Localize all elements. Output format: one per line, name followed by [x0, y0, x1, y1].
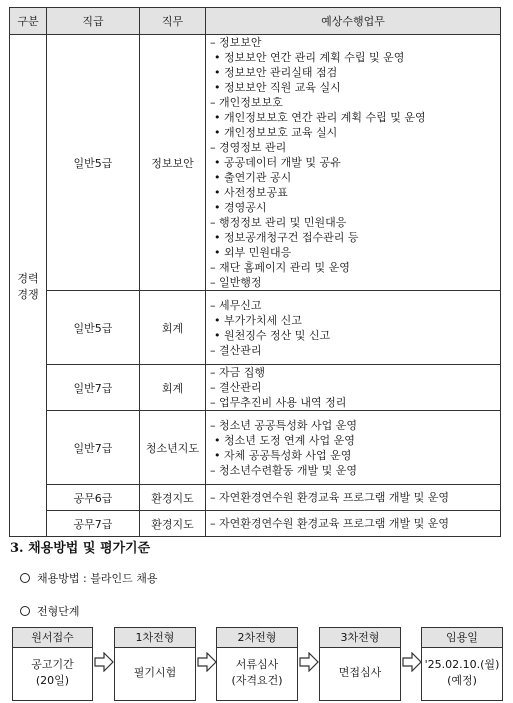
bullet-text: 전형단계 [37, 605, 80, 618]
right-arrow-icon [402, 652, 422, 672]
table-row [10, 411, 501, 485]
duty-line: • 공공데이터 개발 및 공유 [214, 156, 341, 169]
duty-line: • 사전정보공표 [214, 186, 288, 199]
category-cell [10, 35, 47, 537]
step-header: 원서접수 [12, 627, 93, 648]
duty-line: – 경영정보 관리 [210, 141, 287, 154]
duty-line: – 자연환경연수원 환경교육 프로그램 개발 및 운영 [210, 517, 449, 530]
step-body-text: '25.02.10.(월) [424, 658, 500, 671]
header-job: 직무 [140, 8, 206, 35]
table-row [10, 511, 501, 537]
header-category: 구분 [10, 8, 47, 35]
step-header: 3차전형 [319, 627, 401, 648]
duty-line: – 세무신고 [210, 298, 262, 312]
duty-line: – 개인정보보호 [210, 96, 283, 109]
duties-cell [206, 511, 501, 537]
step-body-text: (자격요건) [231, 674, 283, 687]
duties-cell [206, 485, 501, 511]
table-body [10, 35, 501, 537]
step-body-text: 면접심사 [338, 666, 382, 679]
duty-line: – 결산관리 [210, 381, 262, 394]
grade-cell: 공무6급 [47, 485, 140, 511]
duty-line: – 자금 집행 [210, 366, 265, 379]
duty-line: – 일반행정 [210, 276, 262, 289]
grade-cell: 일반5급 [47, 291, 140, 365]
step-header: 1차전형 [114, 627, 196, 648]
duties-cell [206, 365, 501, 411]
duty-line: – 정보보안 [210, 36, 262, 49]
duty-line: • 경영공시 [214, 201, 267, 214]
duty-line: • 청소년 도정 연계 사업 운영 [214, 433, 355, 447]
step-header: 2차전형 [216, 627, 298, 648]
bullet-text: 채용방법 : 블라인드 채용 [37, 572, 158, 585]
table-row [10, 35, 501, 291]
header-duties: 예상수행업무 [206, 8, 501, 35]
step-body [216, 646, 298, 701]
duty-line: – 재단 홈페이지 관리 및 운영 [210, 261, 350, 274]
grade-cell: 일반5급 [47, 35, 140, 291]
duty-line: – 행정정보 관리 및 민원대응 [210, 216, 347, 229]
step-body [319, 646, 401, 701]
step-header: 임용일 [421, 627, 503, 648]
step-body-text: 공고기간 [31, 658, 74, 671]
category-text: 경력 [17, 271, 39, 285]
step-body-text: 필기시험 [133, 666, 177, 679]
circle-bullet-icon [20, 573, 30, 583]
circle-bullet-icon [20, 606, 30, 616]
step-body-text: (예정) [447, 674, 477, 687]
duty-line: • 정보보안 관리실태 점검 [214, 66, 338, 79]
duty-line: – 청소년 공공특성화 사업 운영 [210, 418, 357, 432]
table-header-row [10, 8, 501, 35]
job-cell: 회계 [140, 365, 206, 411]
job-cell: 회계 [140, 291, 206, 365]
duty-line: – 결산관리 [210, 343, 262, 357]
duty-line: • 출연기관 공시 [214, 171, 292, 184]
bullet-recruitment-method [20, 570, 157, 586]
duty-line: • 정보공개청구건 접수관리 등 [214, 231, 359, 244]
duty-line: • 개인정보보호 연간 관리 계획 수립 및 운영 [214, 111, 426, 124]
duty-line: • 외부 민원대응 [214, 246, 292, 259]
duties-cell [206, 35, 501, 291]
job-cell: 환경지도 [140, 485, 206, 511]
step-body [12, 646, 93, 701]
duties-cell [206, 291, 501, 365]
grade-cell: 일반7급 [47, 365, 140, 411]
step-body [114, 646, 196, 701]
table-row [10, 365, 501, 411]
duty-line: • 정보보안 연간 관리 계획 수립 및 운영 [214, 51, 405, 64]
job-cell: 환경지도 [140, 511, 206, 537]
job-cell: 정보보안 [140, 35, 206, 291]
duty-line: – 업무추진비 사용 내역 정리 [210, 396, 347, 409]
section-title: 3. 채용방법 및 평가기준 [10, 541, 151, 556]
duty-line: – 자연환경연수원 환경교육 프로그램 개발 및 운영 [210, 491, 449, 504]
header-grade: 직급 [47, 8, 140, 35]
duty-line: – 청소년수련활동 개발 및 운영 [210, 463, 357, 477]
right-arrow-icon [197, 652, 217, 672]
table-row [10, 485, 501, 511]
right-arrow-icon [94, 652, 114, 672]
grade-cell: 일반7급 [47, 411, 140, 485]
step-body-text: 서류심사 [235, 658, 279, 671]
category-text: 경쟁 [17, 287, 39, 301]
right-arrow-icon [299, 652, 319, 672]
duty-line: • 부가가치세 신고 [214, 313, 302, 327]
grade-cell: 공무7급 [47, 511, 140, 537]
duty-line: • 개인정보보호 교육 실시 [214, 126, 338, 139]
step-body [421, 646, 503, 701]
duty-line: • 자체 공공특성화 사업 운영 [214, 448, 352, 462]
table-row [10, 291, 501, 365]
step-body-text: (20일) [35, 674, 70, 687]
job-cell: 청소년지도 [140, 411, 206, 485]
duties-cell [206, 411, 501, 485]
duty-line: • 정보보안 직원 교육 실시 [214, 81, 341, 94]
bullet-selection-stages [20, 603, 80, 619]
job-duties-table [9, 7, 501, 537]
duty-line: • 원천징수 정산 및 신고 [214, 328, 331, 342]
